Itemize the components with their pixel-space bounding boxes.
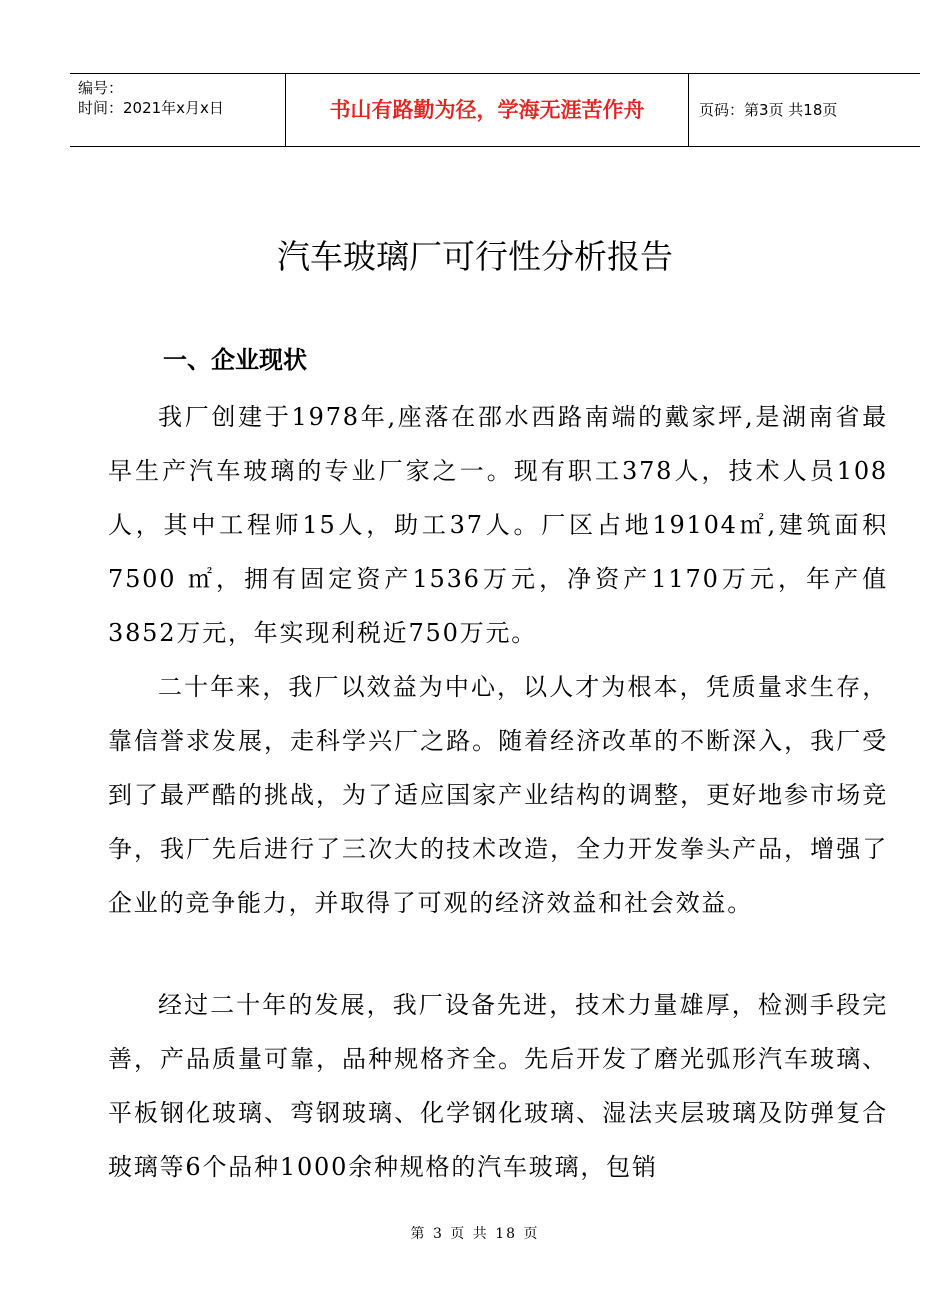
document-title: 汽车玻璃厂可行性分析报告 [277, 237, 673, 276]
header-motto: 书山有路勤为径，学海无涯苦作舟 [286, 74, 689, 146]
paragraph-block [108, 390, 888, 660]
paragraph-block [108, 978, 888, 1194]
header-page-info: 页码：第3页 共18页 [699, 101, 838, 119]
paragraph: 我厂创建于1978年,座落在邵水西路南端的戴家坪,是湖南省最早生产汽车玻璃的专业厂家之一。现有职工378人，技术人员108人，其中工程师15人，助工37人。厂区占地19104㎡,建筑面积7500 ㎡，拥有固定资产1536万元，净资产1170万元，年产值3852万元，年实现利税近750万元。 [108, 403, 888, 647]
section-heading: 一、企业现状 [163, 346, 307, 374]
paragraph-block [108, 660, 888, 930]
document-header [70, 73, 920, 147]
paragraph: 二十年来，我厂以效益为中心，以人才为根本，凭质量求生存，靠信誉求发展，走科学兴厂之路。随着经济改革的不断深入，我厂受到了最严酷的挑战，为了适应国家产业结构的调整，更好地参市场竞争，我厂先后进行了三次大的技术改造，全力开发拳头产品，增强了企业的竞争能力，并取得了可观的经济效益和社会效益。 [108, 673, 888, 917]
document-date: 时间：2021年x月x日 [78, 99, 224, 117]
header-meta-cell [70, 74, 286, 146]
document-number-label: 编号： [78, 79, 124, 97]
paragraph: 经过二十年的发展，我厂设备先进，技术力量雄厚，检测手段完善，产品质量可靠，品种规格齐全。先后开发了磨光弧形汽车玻璃、平板钢化玻璃、弯钢玻璃、化学钢化玻璃、湿法夹层玻璃及防弹复合玻璃等6个品种1000余种规格的汽车玻璃，包销 [108, 991, 888, 1181]
page-footer: 第 3 页 共 18 页 [410, 1226, 540, 1242]
